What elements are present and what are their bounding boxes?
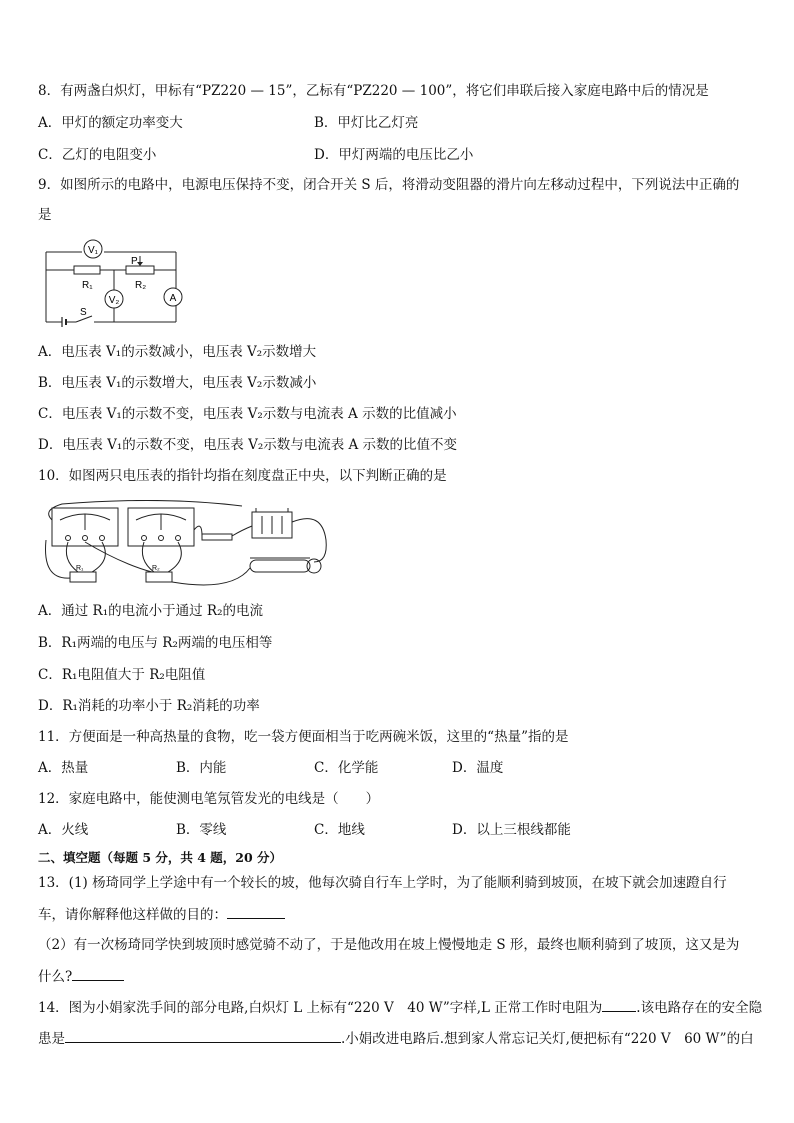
q14-answer-blank-2[interactable] <box>65 1029 341 1043</box>
q9-option-c: C．电压表 V₁的示数不变，电压表 V₂示数与电流表 A 示数的比值减小 <box>38 406 457 422</box>
q11-option-d: D．温度 <box>452 760 504 776</box>
ammeter-label: A <box>169 293 177 304</box>
resistor-r2-icon <box>126 266 154 274</box>
rheostat-icon <box>250 560 310 572</box>
switch-s-label: S <box>80 307 87 318</box>
q9-stem-line1: 9．如图所示的电路中，电源电压保持不变，闭合开关 S 后，将滑动变阻器的滑片向左移动过程中，下列说法中正确的 <box>38 177 740 193</box>
q13-line2-text: 车，请你解释他这样做的目的： <box>38 907 227 923</box>
q14-line2 <box>38 1029 754 1048</box>
r1-label: R₁ <box>82 280 93 291</box>
q12-option-c: C．地线 <box>314 822 365 838</box>
q8-option-c: C．乙灯的电阻变小 <box>38 147 157 163</box>
q8-option-b: B．甲灯比乙灯亮 <box>314 115 419 131</box>
q11-stem: 11．方便面是一种高热量的食物，吃一袋方便面相当于吃两碗米饭，这里的“热量”指的是 <box>38 729 569 745</box>
q10-option-a: A．通过 R₁的电流小于通过 R₂的电流 <box>38 603 263 619</box>
q12-option-d: D．以上三根线都能 <box>452 822 571 838</box>
q13-line4 <box>38 967 124 986</box>
resistor-r1-icon <box>74 266 100 274</box>
q13-answer-blank-2[interactable] <box>72 967 124 981</box>
q13-line2 <box>38 905 285 924</box>
q12-option-a: A．火线 <box>38 822 89 838</box>
q14-answer-blank-1[interactable] <box>602 998 636 1012</box>
q14-line2-text-b: .小娟改进电路后.想到家人常忘记关灯,便把标有“220 V 60 W”的白 <box>341 1031 754 1047</box>
q11-option-a: A．热量 <box>38 760 89 776</box>
q14-line1 <box>38 998 762 1017</box>
q13-line1: 13．(1) 杨琦同学上学途中有一个较长的坡，他每次骑自行车上学时，为了能顺利骑到坡顶，在坡下就会加速蹬自行 <box>38 875 727 891</box>
q12-stem: 12．家庭电路中，能使测电笔氖管发光的电线是（ ） <box>38 791 380 807</box>
resistor-r1-block-icon <box>70 572 96 582</box>
q14-line1-text-b: .该电路存在的安全隐 <box>636 1000 763 1016</box>
switch-icon <box>202 534 232 540</box>
resistor-r2-block-icon <box>146 572 172 582</box>
q12-option-b: B．零线 <box>176 822 227 838</box>
q13-answer-blank-1[interactable] <box>227 905 285 919</box>
slider-p-label: P <box>131 256 138 267</box>
q10-option-b: B．R₁两端的电压与 R₂两端的电压相等 <box>38 635 273 651</box>
q10-apparatus-figure <box>42 500 332 590</box>
q8-option-a: A．甲灯的额定功率变大 <box>38 115 183 131</box>
q10-option-d: D．R₁消耗的功率小于 R₂消耗的功率 <box>38 698 260 714</box>
q9-stem-line2: 是 <box>38 207 52 223</box>
section-2-title: 二、填空题（每题 5 分，共 4 题，20 分） <box>38 850 283 865</box>
q8-stem: 8．有两盏白炽灯，甲标有“PZ220 — 15”，乙标有“PZ220 — 100”，将它们串联后接入家庭电路中后的情况是 <box>38 83 709 99</box>
q10-stem: 10．如图两只电压表的指针均指在刻度盘正中央，以下判断正确的是 <box>38 468 447 484</box>
q9-option-b: B．电压表 V₁的示数增大，电压表 V₂示数减小 <box>38 375 317 391</box>
q13-line4-text: 什么? <box>38 969 73 985</box>
q9-option-a: A．电压表 V₁的示数减小，电压表 V₂示数增大 <box>38 344 317 360</box>
v1-label: V₁ <box>87 245 99 256</box>
q9-circuit-diagram <box>40 236 190 328</box>
q10-option-c: C．R₁电阻值大于 R₂电阻值 <box>38 667 206 683</box>
q10-r2-label: R₂ <box>152 565 160 572</box>
q14-line1-text-a: 14．图为小娟家洗手间的部分电路,白炽灯 L 上标有“220 V 40 W”字样,L 正常工作时电阻为 <box>38 1000 603 1016</box>
q9-option-d: D．电压表 V₁的示数不变，电压表 V₂示数与电流表 A 示数的比值不变 <box>38 437 458 453</box>
q13-line3: （2）有一次杨琦同学快到坡顶时感觉骑不动了，于是他改用在坡上慢慢地走 S 形，最终也顺利骑到了坡顶，这又是为 <box>38 937 740 953</box>
q11-option-c: C．化学能 <box>314 760 379 776</box>
q11-option-b: B．内能 <box>176 760 227 776</box>
q10-r1-label: R₁ <box>76 565 84 572</box>
r2-label: R₂ <box>135 280 147 291</box>
q8-option-d: D．甲灯两端的电压比乙小 <box>314 147 474 163</box>
v2-label: V₂ <box>108 295 120 306</box>
q14-line2-text-a: 患是 <box>38 1031 65 1047</box>
